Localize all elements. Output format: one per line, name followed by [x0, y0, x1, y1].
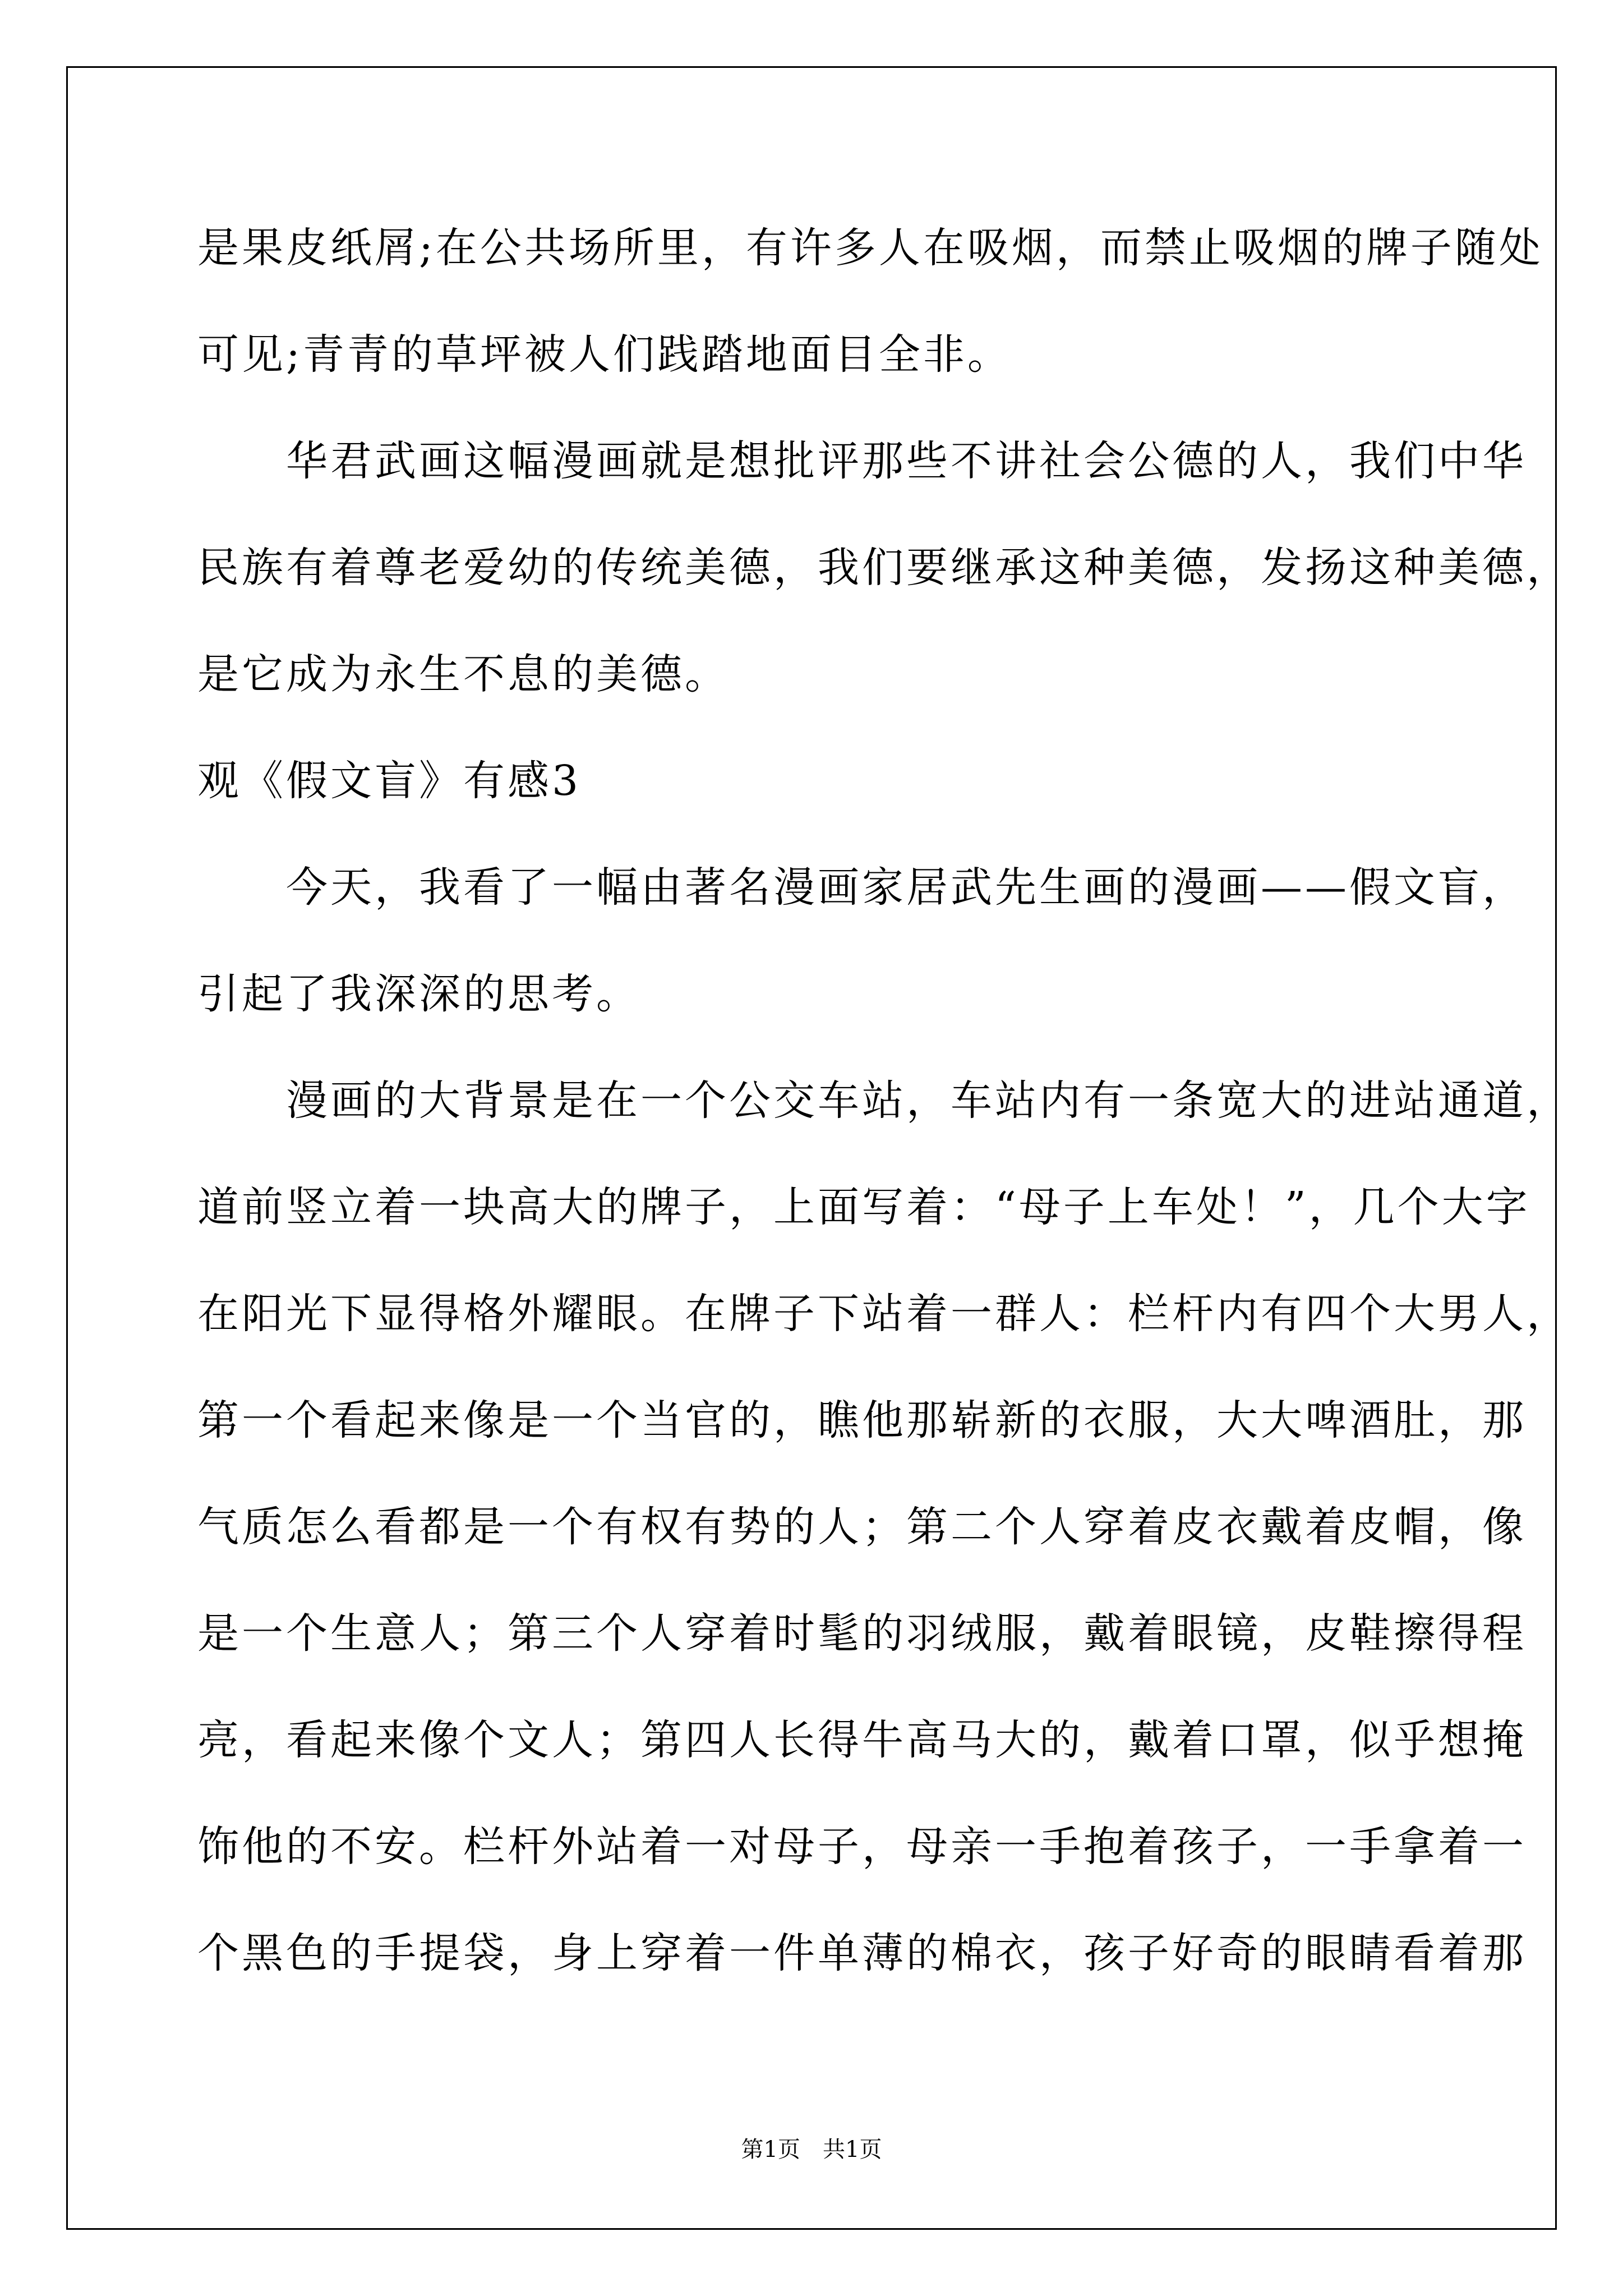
text-line: 引起了我深深的思考。 — [197, 970, 640, 1018]
page-border — [66, 66, 1557, 2230]
text-line: 在阳光下显得格外耀眼。在牌子下站着一群人：栏杆内有四个大男人， — [197, 1290, 1571, 1338]
text-line: 气质怎么看都是一个有权有势的人；第二个人穿着皮衣戴着皮帽，像 — [197, 1503, 1527, 1551]
page-footer: 第1页 共1页 — [741, 2137, 882, 2162]
text-line: 第一个看起来像是一个当官的，瞧他那崭新的衣服，大大啤酒肚，那 — [197, 1396, 1527, 1444]
text-line: 华君武画这幅漫画就是想批评那些不讲社会公德的人，我们中华 — [197, 437, 1527, 485]
text-line: 个黑色的手提袋，身上穿着一件单薄的棉衣，孩子好奇的眼睛看着那 — [197, 1929, 1527, 1977]
text-line: 民族有着尊老爱幼的传统美德，我们要继承这种美德，发扬这种美德， — [197, 544, 1571, 592]
text-line: 饰他的不安。栏杆外站着一对母子，母亲一手抱着孩子，一手拿着一 — [197, 1823, 1527, 1871]
text-line: 可见;青青的草坪被人们践踏地面目全非。 — [197, 330, 1012, 379]
text-line: 道前竖立着一块高大的牌子，上面写着：“母子上车处！”，几个大字 — [197, 1183, 1530, 1231]
section-heading: 观《假文盲》有感3 — [197, 757, 582, 805]
text-line: 漫画的大背景是在一个公交车站，车站内有一条宽大的进站通道， — [197, 1076, 1571, 1125]
text-line: 是它成为永生不息的美德。 — [197, 650, 729, 698]
text-line: 是一个生意人；第三个人穿着时髦的羽绒服，戴着眼镜，皮鞋擦得程 — [197, 1609, 1527, 1658]
text-line: 今天，我看了一幅由著名漫画家居武先生画的漫画——假文盲， — [197, 863, 1527, 912]
text-line: 是果皮纸屑;在公共场所里，有许多人在吸烟，而禁止吸烟的牌子随处 — [197, 224, 1543, 272]
text-line: 亮，看起来像个文人；第四人长得牛高马大的，戴着口罩，似乎想掩 — [197, 1716, 1527, 1764]
